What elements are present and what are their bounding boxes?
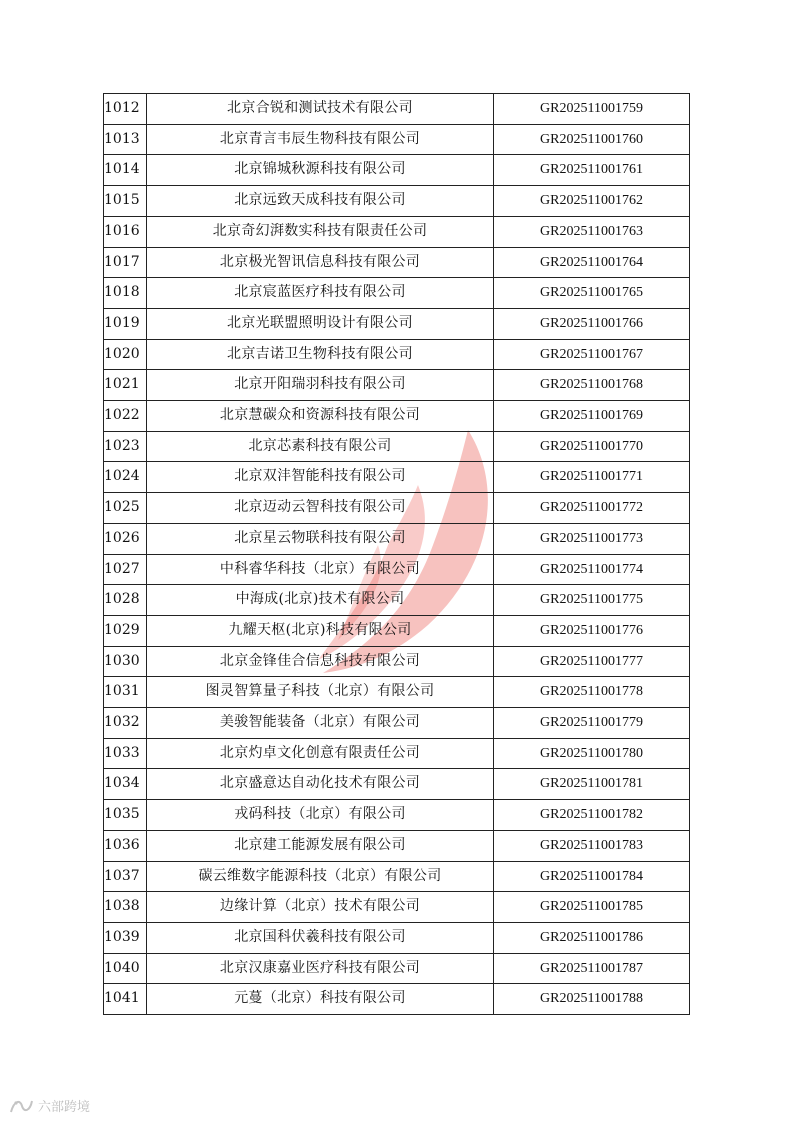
- certificate-number: GR202511001770: [494, 431, 690, 462]
- table-row: [104, 94, 690, 125]
- table-row: [104, 401, 690, 432]
- certificate-number: GR202511001787: [494, 953, 690, 984]
- company-name: 北京建工能源发展有限公司: [147, 830, 494, 861]
- certificate-number: GR202511001779: [494, 708, 690, 739]
- brand-text: 六部跨境: [38, 1100, 91, 1115]
- table-row: [104, 493, 690, 524]
- row-number: 1034: [104, 769, 147, 800]
- row-number: 1020: [104, 339, 147, 370]
- row-number: 1025: [104, 493, 147, 524]
- company-name: 北京远致天成科技有限公司: [147, 186, 494, 217]
- company-name: 北京星云物联科技有限公司: [147, 523, 494, 554]
- table-row: [104, 708, 690, 739]
- certificate-number: GR202511001784: [494, 861, 690, 892]
- row-number: 1038: [104, 892, 147, 923]
- table-row: [104, 554, 690, 585]
- row-number: 1022: [104, 401, 147, 432]
- table-row: [104, 615, 690, 646]
- company-name: 北京迈动云智科技有限公司: [147, 493, 494, 524]
- row-number: 1033: [104, 738, 147, 769]
- row-number: 1041: [104, 984, 147, 1015]
- row-number: 1016: [104, 216, 147, 247]
- certificate-number: GR202511001764: [494, 247, 690, 278]
- certificate-number: GR202511001781: [494, 769, 690, 800]
- table-row: [104, 247, 690, 278]
- company-name: 北京金锋佳合信息科技有限公司: [147, 646, 494, 677]
- row-number: 1013: [104, 124, 147, 155]
- certificate-number: GR202511001785: [494, 892, 690, 923]
- table-row: [104, 646, 690, 677]
- certificate-number: GR202511001767: [494, 339, 690, 370]
- company-name: 北京宸蓝医疗科技有限公司: [147, 278, 494, 309]
- certificate-number: GR202511001762: [494, 186, 690, 217]
- company-name: 北京合锐和测试技术有限公司: [147, 94, 494, 125]
- certificate-number: GR202511001760: [494, 124, 690, 155]
- row-number: 1018: [104, 278, 147, 309]
- company-name: 北京奇幻湃数实科技有限责任公司: [147, 216, 494, 247]
- table-row: [104, 922, 690, 953]
- row-number: 1040: [104, 953, 147, 984]
- company-name: 北京青言韦辰生物科技有限公司: [147, 124, 494, 155]
- table-row: [104, 953, 690, 984]
- table-row: [104, 892, 690, 923]
- company-name: 北京汉康嘉业医疗科技有限公司: [147, 953, 494, 984]
- certificate-number: GR202511001768: [494, 370, 690, 401]
- certificate-number: GR202511001780: [494, 738, 690, 769]
- row-number: 1015: [104, 186, 147, 217]
- company-name: 北京双沣智能科技有限公司: [147, 462, 494, 493]
- row-number: 1017: [104, 247, 147, 278]
- company-name: 北京锦城秋源科技有限公司: [147, 155, 494, 186]
- company-name: 中海成(北京)技术有限公司: [147, 585, 494, 616]
- table-row: [104, 431, 690, 462]
- table-row: [104, 370, 690, 401]
- table-row: [104, 769, 690, 800]
- row-number: 1032: [104, 708, 147, 739]
- row-number: 1024: [104, 462, 147, 493]
- company-roster-table: [103, 93, 690, 1015]
- table-row: [104, 155, 690, 186]
- company-name: 北京开阳瑞羽科技有限公司: [147, 370, 494, 401]
- certificate-number: GR202511001778: [494, 677, 690, 708]
- company-name: 碳云维数字能源科技（北京）有限公司: [147, 861, 494, 892]
- row-number: 1014: [104, 155, 147, 186]
- table-row: [104, 830, 690, 861]
- company-name: 北京国科伏羲科技有限公司: [147, 922, 494, 953]
- company-name: 北京极光智讯信息科技有限公司: [147, 247, 494, 278]
- company-name: 戎码科技（北京）有限公司: [147, 800, 494, 831]
- table-row: [104, 800, 690, 831]
- brand-logo-icon: [8, 1097, 34, 1115]
- row-number: 1019: [104, 308, 147, 339]
- row-number: 1039: [104, 922, 147, 953]
- table-row: [104, 216, 690, 247]
- row-number: 1023: [104, 431, 147, 462]
- row-number: 1027: [104, 554, 147, 585]
- certificate-number: GR202511001759: [494, 94, 690, 125]
- table-row: [104, 738, 690, 769]
- certificate-number: GR202511001765: [494, 278, 690, 309]
- table-row: [104, 124, 690, 155]
- table-row: [104, 861, 690, 892]
- table-row: [104, 339, 690, 370]
- certificate-number: GR202511001777: [494, 646, 690, 677]
- row-number: 1035: [104, 800, 147, 831]
- certificate-number: GR202511001775: [494, 585, 690, 616]
- company-name: 美骏智能装备（北京）有限公司: [147, 708, 494, 739]
- certificate-number: GR202511001772: [494, 493, 690, 524]
- company-name: 元蔓（北京）科技有限公司: [147, 984, 494, 1015]
- brand-watermark: [8, 1096, 90, 1115]
- company-name: 北京盛意达自动化技术有限公司: [147, 769, 494, 800]
- row-number: 1012: [104, 94, 147, 125]
- certificate-number: GR202511001774: [494, 554, 690, 585]
- row-number: 1031: [104, 677, 147, 708]
- table-row: [104, 984, 690, 1015]
- table-row: [104, 523, 690, 554]
- certificate-number: GR202511001761: [494, 155, 690, 186]
- certificate-number: GR202511001763: [494, 216, 690, 247]
- row-number: 1036: [104, 830, 147, 861]
- certificate-number: GR202511001766: [494, 308, 690, 339]
- certificate-number: GR202511001788: [494, 984, 690, 1015]
- certificate-number: GR202511001769: [494, 401, 690, 432]
- table-row: [104, 462, 690, 493]
- company-name: 九耀天枢(北京)科技有限公司: [147, 615, 494, 646]
- certificate-number: GR202511001786: [494, 922, 690, 953]
- row-number: 1026: [104, 523, 147, 554]
- company-name: 图灵智算量子科技（北京）有限公司: [147, 677, 494, 708]
- certificate-number: GR202511001771: [494, 462, 690, 493]
- table-row: [104, 278, 690, 309]
- row-number: 1021: [104, 370, 147, 401]
- company-name: 北京慧碳众和资源科技有限公司: [147, 401, 494, 432]
- table-row: [104, 308, 690, 339]
- table-row: [104, 677, 690, 708]
- row-number: 1029: [104, 615, 147, 646]
- company-name: 北京光联盟照明设计有限公司: [147, 308, 494, 339]
- table-row: [104, 585, 690, 616]
- company-name: 北京吉诺卫生物科技有限公司: [147, 339, 494, 370]
- company-name: 北京灼卓文化创意有限责任公司: [147, 738, 494, 769]
- company-name: 中科睿华科技（北京）有限公司: [147, 554, 494, 585]
- certificate-number: GR202511001782: [494, 800, 690, 831]
- certificate-number: GR202511001776: [494, 615, 690, 646]
- certificate-number: GR202511001773: [494, 523, 690, 554]
- row-number: 1037: [104, 861, 147, 892]
- company-name: 北京芯素科技有限公司: [147, 431, 494, 462]
- roster-body: [104, 94, 690, 1015]
- row-number: 1028: [104, 585, 147, 616]
- row-number: 1030: [104, 646, 147, 677]
- certificate-number: GR202511001783: [494, 830, 690, 861]
- table-row: [104, 186, 690, 217]
- company-name: 边缘计算（北京）技术有限公司: [147, 892, 494, 923]
